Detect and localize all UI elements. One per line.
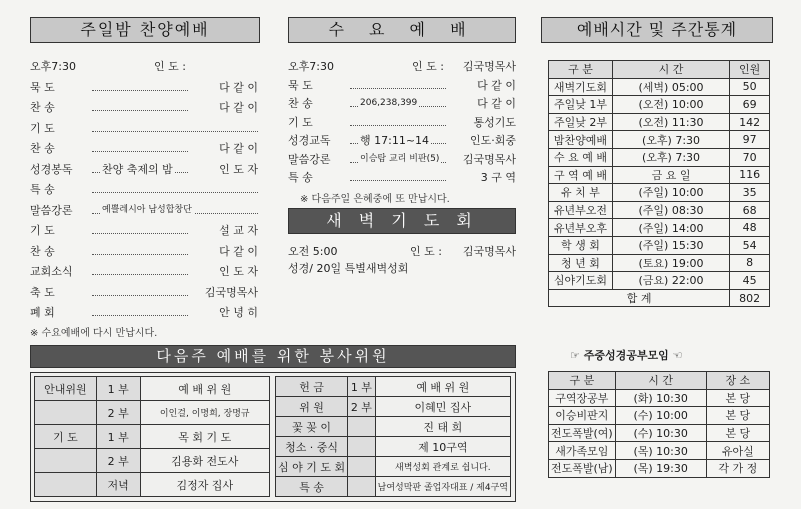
program-detail: 찬양 축제의 밤 <box>102 162 173 176</box>
weekday-study-table <box>548 371 770 478</box>
service-row <box>276 437 511 457</box>
table-cell: 주일낮 1부 <box>549 96 613 114</box>
table-cell: 금 요 일 <box>612 166 729 184</box>
program-person: 다 같 이 <box>477 97 516 110</box>
table-cell: 유년부오전 <box>549 201 613 219</box>
table-cell: 밤찬양예배 <box>549 131 613 149</box>
program-person: 통성기도 <box>473 115 516 129</box>
program-person: 인 도 자 <box>219 265 258 278</box>
table-row <box>549 166 770 184</box>
column-header: 구 분 <box>549 61 613 79</box>
stats-table <box>548 60 770 307</box>
total-row <box>549 289 770 307</box>
table-cell: 97 <box>730 131 770 149</box>
leader-dots <box>92 284 188 296</box>
program-label: 특 송 <box>288 171 313 184</box>
table-cell: 54 <box>730 236 770 254</box>
program-row <box>30 202 258 219</box>
table-cell: 35 <box>730 184 770 202</box>
table-row <box>549 254 770 272</box>
table-cell: 본 당 <box>706 407 769 425</box>
table-cell: (목) 19:30 <box>615 459 706 477</box>
table-cell: 116 <box>730 166 770 184</box>
service-member: 남여성막판 졸업자대표 / 제4구역 <box>375 477 510 497</box>
program-label: 성경봉독 <box>30 162 73 176</box>
program-person: 안 녕 히 <box>219 306 258 319</box>
program-row <box>30 58 258 75</box>
table-row <box>549 236 770 254</box>
program-label: 말씀강론 <box>288 152 331 166</box>
service-part <box>348 477 376 497</box>
leader-dots <box>350 114 446 126</box>
program-person: 인도·회중 <box>469 134 516 147</box>
program-detail: 인 도 : <box>154 60 186 73</box>
service-member: 김정자 집사 <box>140 473 269 497</box>
table-row <box>549 424 770 442</box>
service-part <box>348 437 376 457</box>
program-row <box>30 243 258 260</box>
service-member: 목 회 기 도 <box>140 425 269 449</box>
program-person: 다 같 이 <box>219 80 258 94</box>
table-cell: 새가족모임 <box>549 442 616 460</box>
program-label: 폐 회 <box>30 306 55 319</box>
service-row <box>35 377 270 401</box>
table-row <box>549 148 770 166</box>
program-row <box>30 140 258 157</box>
program-label: 특 송 <box>30 183 55 196</box>
program-label: 묵 도 <box>288 78 313 92</box>
dawn-leader: 김국명목사 <box>462 245 516 258</box>
stats-title: 예배시간 및 주간통계 <box>541 17 773 43</box>
service-row <box>276 377 511 397</box>
table-cell: 45 <box>730 272 770 290</box>
table-row <box>549 113 770 131</box>
dawn-prayer-title: 새 벽 기 도 회 <box>288 208 516 234</box>
service-member: 제 10구역 <box>375 437 510 457</box>
program-person: 김국명목사 <box>204 285 258 299</box>
program-label: 교회소식 <box>30 265 73 278</box>
program-person: 3 구 역 <box>480 171 516 184</box>
table-cell: 청 년 회 <box>549 254 613 272</box>
dawn-leader-row <box>288 243 516 260</box>
table-cell: 심야기도회 <box>549 272 613 290</box>
leader-dots <box>350 169 446 181</box>
service-member: 이혜민 집사 <box>375 397 510 417</box>
program-label: 찬 송 <box>288 97 313 110</box>
service-committee-title: 다음주 예배를 위한 봉사위원 <box>30 345 516 368</box>
service-member: 예 배 위 원 <box>375 377 510 397</box>
program-label: 찬 송 <box>30 142 55 155</box>
column-header: 시 간 <box>615 372 706 390</box>
service-part <box>348 417 376 437</box>
program-row <box>30 120 258 137</box>
program-person: 다 같 이 <box>219 244 258 258</box>
table-cell: 주일낮 2부 <box>549 113 613 131</box>
table-cell: 학 생 회 <box>549 236 613 254</box>
table-row <box>549 78 770 96</box>
service-row <box>35 473 270 497</box>
service-group: 위 원 <box>276 397 348 417</box>
table-cell: (오후) 7:30 <box>612 131 729 149</box>
program-row <box>30 304 258 321</box>
total-label: 합 계 <box>549 289 730 307</box>
program-label: 말씀강론 <box>30 203 73 217</box>
service-row <box>276 397 511 417</box>
wednesday-service-title: 수 요 예 배 <box>288 17 516 43</box>
program-row <box>30 284 258 301</box>
program-label: 기 도 <box>30 121 55 135</box>
program-detail: 예쁠레시아 남성합창단 <box>100 202 194 219</box>
total-value: 802 <box>730 289 770 307</box>
table-cell: (오전) 10:00 <box>612 96 729 114</box>
program-row <box>288 114 516 131</box>
column-header: 인원 <box>730 61 770 79</box>
service-row <box>35 401 270 425</box>
table-row <box>549 184 770 202</box>
program-person: 다 같 이 <box>477 78 516 92</box>
table-row <box>549 201 770 219</box>
program-label: 찬 송 <box>30 244 55 258</box>
wednesday-note: ※ 다음주일 은혜중에 또 만납시다. <box>300 194 450 205</box>
service-left-table <box>34 376 270 497</box>
service-part: 1 부 <box>96 377 140 401</box>
table-row <box>549 442 770 460</box>
program-detail: 인 도 : <box>412 60 444 73</box>
program-detail: 행 17:11~14 <box>360 134 430 147</box>
table-cell: 본 당 <box>706 389 769 407</box>
table-row <box>549 389 770 407</box>
table-cell: (주일) 14:00 <box>612 219 729 237</box>
program-row <box>288 132 516 149</box>
table-cell: (토요) 19:00 <box>612 254 729 272</box>
program-row <box>30 161 258 178</box>
table-cell: 50 <box>730 78 770 96</box>
service-group: 헌 금 <box>276 377 348 397</box>
program-row <box>30 263 258 280</box>
table-cell: 68 <box>730 201 770 219</box>
leader-dots <box>92 140 188 152</box>
program-detail: 206,238,399 <box>358 95 419 112</box>
program-label: 기 도 <box>30 224 55 237</box>
program-label: 성경교독 <box>288 134 331 147</box>
program-person: 다 같 이 <box>219 142 258 155</box>
service-group: 심 야 기 도 회 <box>276 457 348 477</box>
table-cell: 수 요 예 배 <box>549 148 613 166</box>
program-row <box>288 95 516 112</box>
table-cell: (오후) 7:30 <box>612 148 729 166</box>
leader-dots <box>350 77 446 89</box>
service-part: 1 부 <box>96 425 140 449</box>
table-cell: (주일) 10:00 <box>612 184 729 202</box>
leader-dots <box>92 304 188 316</box>
program-row <box>288 169 516 186</box>
table-cell: (세벽) 05:00 <box>612 78 729 96</box>
leader-dots <box>92 120 258 132</box>
sunday-note: ※ 수요예배에 다시 만납시다. <box>30 328 158 339</box>
service-group <box>35 473 97 497</box>
service-group: 기 도 <box>35 425 97 449</box>
column-header: 시 간 <box>612 61 729 79</box>
leader-dots <box>92 79 188 91</box>
table-cell: 유아실 <box>706 442 769 460</box>
program-person: 다 같 이 <box>219 101 258 114</box>
column-header: 구 분 <box>549 372 616 390</box>
table-cell: (주일) 08:30 <box>612 201 729 219</box>
service-committee-box <box>30 372 516 502</box>
program-label: 묵 도 <box>30 80 55 94</box>
sunday-service-title: 주일밤 찬양예배 <box>30 17 260 43</box>
service-group <box>35 449 97 473</box>
weekday-study-title: ☞ 주중성경공부모임 ☜ <box>570 349 683 362</box>
service-group: 안내위원 <box>35 377 97 401</box>
table-cell: (오전) 11:30 <box>612 113 729 131</box>
service-group: 청소 · 중식 <box>276 437 348 457</box>
table-cell: 이승비판지 <box>549 407 616 425</box>
table-cell: (수) 10:30 <box>615 424 706 442</box>
program-row <box>30 79 258 96</box>
table-cell: 유 치 부 <box>549 184 613 202</box>
table-cell: (금요) 22:00 <box>612 272 729 290</box>
dawn-scripture-row <box>288 260 516 277</box>
table-cell: 8 <box>730 254 770 272</box>
service-member: 이인걸, 이명희, 장명규 <box>140 401 269 425</box>
table-cell: 구역장공부 <box>549 389 616 407</box>
service-part: 2 부 <box>96 449 140 473</box>
table-row <box>549 96 770 114</box>
table-cell: (주일) 15:30 <box>612 236 729 254</box>
table-cell: 70 <box>730 148 770 166</box>
dawn-scripture: 성경/ 20일 특별새벽성회 <box>288 262 409 275</box>
service-group <box>35 401 97 425</box>
leader-dots <box>92 181 258 193</box>
table-cell: (화) 10:30 <box>615 389 706 407</box>
program-person: 김국명목사 <box>462 60 516 73</box>
service-group: 꽃 꽂 이 <box>276 417 348 437</box>
column-header: 장 소 <box>706 372 769 390</box>
table-cell: 142 <box>730 113 770 131</box>
program-row <box>30 181 258 198</box>
leader-dots <box>92 263 188 275</box>
service-member: 예 배 위 원 <box>140 377 269 401</box>
service-member: 새벽성회 관계로 쉽니다. <box>375 457 510 477</box>
service-part: 2 부 <box>96 401 140 425</box>
table-row <box>549 407 770 425</box>
table-row <box>549 272 770 290</box>
service-part: 2 부 <box>348 397 376 417</box>
dawn-leader-label: 인 도 : <box>410 245 442 258</box>
program-row <box>288 151 516 168</box>
table-cell: 유년부오후 <box>549 219 613 237</box>
service-member: 김용화 전도사 <box>140 449 269 473</box>
service-group: 특 송 <box>276 477 348 497</box>
dawn-time: 오전 5:00 <box>288 245 338 258</box>
table-header-row <box>549 61 770 79</box>
table-cell: 구 역 예 배 <box>549 166 613 184</box>
table-cell: 각 가 정 <box>706 459 769 477</box>
program-label: 축 도 <box>30 285 55 299</box>
program-row <box>288 58 516 75</box>
service-member: 진 태 희 <box>375 417 510 437</box>
service-right-table <box>275 376 511 497</box>
table-cell: (수) 10:00 <box>615 407 706 425</box>
leader-dots <box>92 222 188 234</box>
program-row <box>30 99 258 116</box>
service-part: 1 부 <box>348 377 376 397</box>
leader-dots <box>92 99 188 111</box>
program-row <box>30 222 258 239</box>
program-person: 김국명목사 <box>462 152 516 166</box>
table-cell: (목) 10:30 <box>615 442 706 460</box>
table-cell: 새벽기도회 <box>549 78 613 96</box>
leader-dots <box>92 243 188 255</box>
table-row <box>549 131 770 149</box>
table-cell: 전도폭발(남) <box>549 459 616 477</box>
program-person: 설 교 자 <box>219 224 258 237</box>
service-row <box>35 425 270 449</box>
service-row <box>35 449 270 473</box>
service-part: 저녁 <box>96 473 140 497</box>
service-row <box>276 417 511 437</box>
table-cell: 전도폭발(여) <box>549 424 616 442</box>
service-part <box>348 457 376 477</box>
table-cell: 48 <box>730 219 770 237</box>
table-cell: 본 당 <box>706 424 769 442</box>
program-label: 찬 송 <box>30 101 55 114</box>
program-label: 기 도 <box>288 115 313 129</box>
program-label: 오후7:30 <box>288 60 334 73</box>
table-header-row <box>549 372 770 390</box>
program-detail: 이승탐 교리 비판(5) <box>358 151 441 168</box>
table-row <box>549 219 770 237</box>
service-row <box>276 457 511 477</box>
program-label: 오후7:30 <box>30 60 76 73</box>
table-cell: 69 <box>730 96 770 114</box>
table-row <box>549 459 770 477</box>
service-row <box>276 477 511 497</box>
program-row <box>288 77 516 94</box>
program-person: 인 도 자 <box>219 162 258 176</box>
